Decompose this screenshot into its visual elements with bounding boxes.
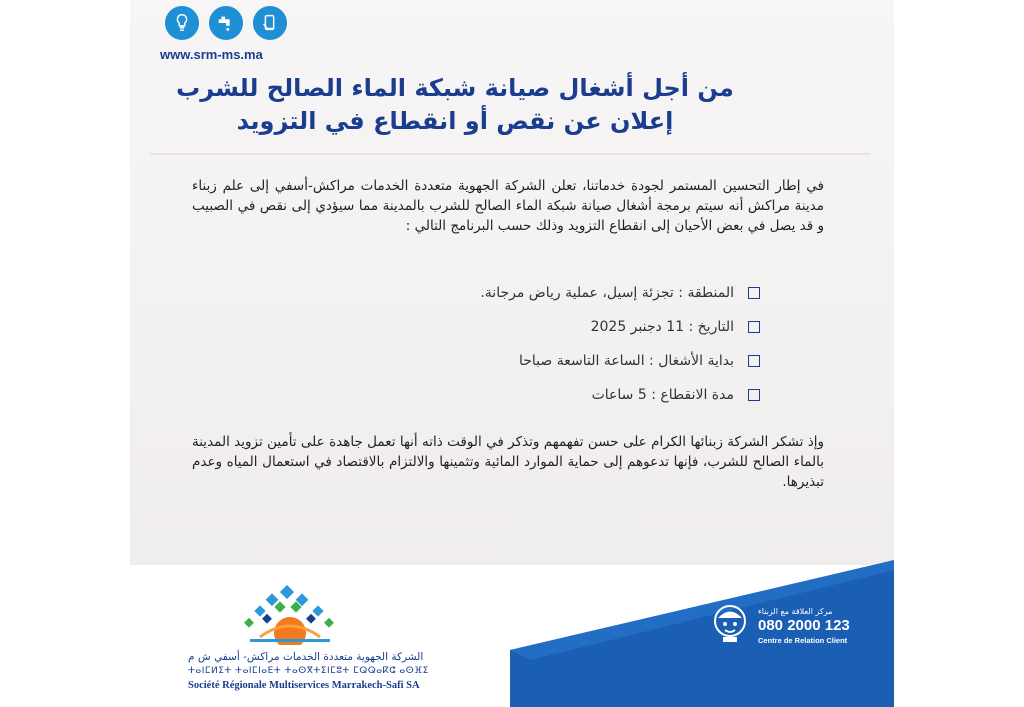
list-item (430, 276, 760, 310)
checkbox-bullet-icon (748, 355, 760, 367)
schedule-duration: مدة الانقطاع : 5 ساعات (591, 387, 734, 403)
company-name-tifinagh: ⵜⴰⵏⵎⵍⵉⵜ ⵜⴰⵏⵎⵏⴰⴹⵜ ⵜⴰⵙⴳⵜⵉⵏⵎⵓⵜ ⵎⵕⵕⴰⴽⵛ ⴰⵙⴼⵉ (188, 666, 429, 676)
schedule-start: بداية الأشغال : الساعة التاسعة صباحا (518, 353, 734, 369)
checkbox-bullet-icon (748, 389, 760, 401)
announcement-poster (130, 0, 894, 707)
checkbox-bullet-icon (748, 287, 760, 299)
company-name-french: Société Régionale Multiservices Marrakech-Safi SA (188, 680, 420, 691)
list-item (430, 378, 760, 412)
company-name-arabic: الشركة الجهوية متعددة الخدمات مراكش- أسفي ش م (188, 651, 424, 663)
schedule-list (430, 276, 760, 412)
list-item (430, 344, 760, 378)
checkbox-bullet-icon (748, 321, 760, 333)
title-line-2: إعلان عن نقص أو انقطاع في التزويد (236, 107, 674, 135)
page-title (130, 72, 780, 138)
title-line-1: من أجل أشغال صيانة شبكة الماء الصالح للشرب (176, 74, 734, 102)
crc-phone-number[interactable]: 080 2000 123 (758, 617, 850, 634)
company-logo-icon (230, 585, 350, 645)
header-icons (165, 6, 287, 40)
closing-paragraph: وإذ تشكر الشركة زبنائها الكرام على حسن تفهمهم وتذكر في الوقت ذاته أنها تعمل جاهدة على تأمين تزويد المدينة بالماء الصالح للشرب، فإنها تدعوهم إلى حماية الموارد المائية وتثمينها والالتزام بالاقتصاد في استعمال المياه وعدم تبذيرها. (192, 434, 824, 490)
customer-service-agent-icon (712, 603, 748, 643)
divider (150, 153, 870, 155)
intro-paragraph: في إطار التحسين المستمر لجودة خدماتنا، تعلن الشركة الجهوية متعددة الخدمات مراكش-أسفي إلى علم زبناء مدينة مراكش أنه سيتم برمجة أشغال صيانة شبكة الماء الصالح للشرب بالمدينة مما سيؤدي إلى نقص في الصبيب و قد يصل في بعض الأحيان إلى انقطاع التزويد وذلك حسب البرنامج التالي : (192, 178, 824, 234)
crc-label-french: Centre de Relation Client (758, 636, 848, 645)
list-item (430, 310, 760, 344)
water-tap-icon (209, 6, 243, 40)
schedule-area: المنطقة : تجزئة إسيل، عملية رياض مرجانة. (480, 285, 734, 301)
website-link[interactable]: www.srm-ms.ma (160, 47, 263, 62)
phone-hand-icon (253, 6, 287, 40)
electricity-icon (165, 6, 199, 40)
crc-label: مركز العلاقة مع الزبناء (758, 607, 833, 616)
schedule-date: التاريخ : 11 دجنبر 2025 (590, 319, 734, 335)
